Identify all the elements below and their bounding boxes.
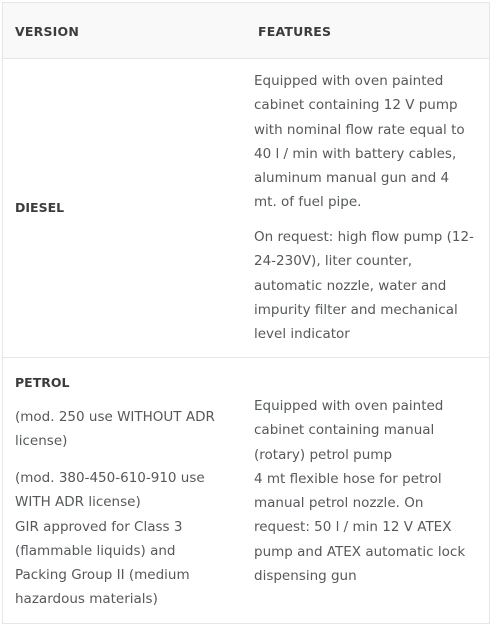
column-header-features: FEATURES <box>258 24 332 39</box>
table-header <box>3 3 489 59</box>
row-divider <box>3 357 489 358</box>
features-paragraph: Equipped with oven painted cabinet containing manual (rotary) petrol pump 4 mt flexible hose for petrol manual petrol nozzle. On request: 50 l / min 12 V ATEX pump and ATEX automatic lock dispensing gun <box>254 398 466 585</box>
product-table <box>2 2 490 624</box>
features-paragraph: On request: high flow pump (12- 24-230V), liter counter, automatic nozzle, water and impurity filter and mechanical level indicator <box>254 229 474 343</box>
features-paragraph: Equipped with oven painted cabinet containing 12 V pump with nominal flow rate equal to 40 l / min with battery cables, aluminum manual gun and 4 mt. of fuel pipe. <box>254 73 465 211</box>
column-header-version: VERSION <box>15 24 79 39</box>
version-label-petrol: PETROL <box>15 375 70 390</box>
version-label-diesel: DIESEL <box>15 200 65 215</box>
version-note: (mod. 250 use WITHOUT ADR license) <box>15 409 215 450</box>
version-note: (mod. 380-450-610-910 use WITH ADR license) GIR approved for Class 3 (flammable liquids) and Packing Group II (medium hazardous materials) <box>15 470 205 608</box>
